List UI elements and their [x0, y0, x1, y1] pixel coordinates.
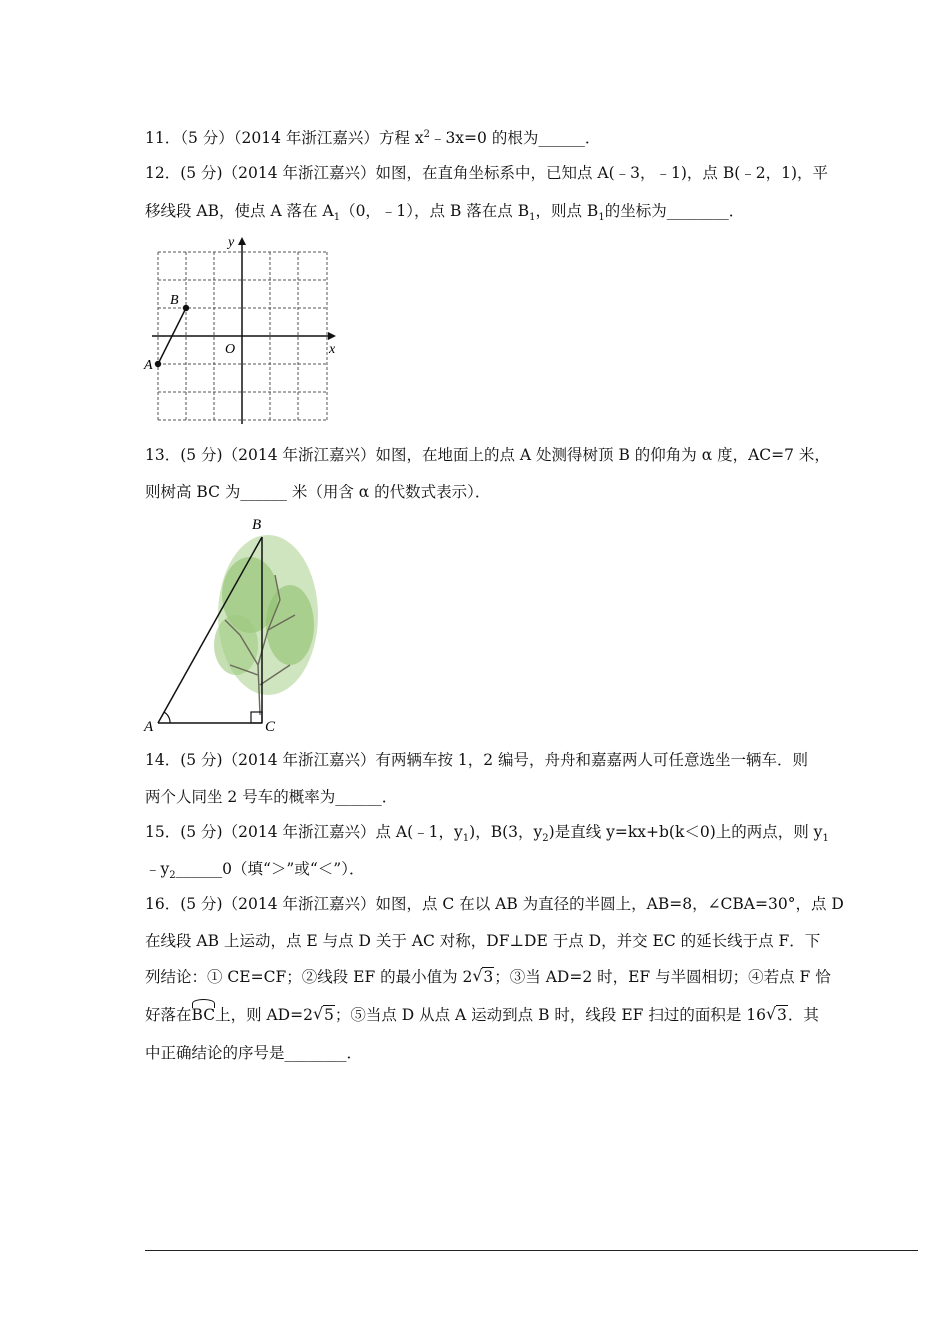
point-b-label: B: [170, 293, 179, 308]
point-a: [155, 361, 161, 367]
question-16-line1: 16．(5 分)（2014 年浙江嘉兴）如图，点 C 在以 AB 为直径的半圆上，AB=8，∠CBA=30°，点 D: [145, 895, 844, 913]
question-16-line2: 在线段 AB 上运动，点 E 与点 D 关于 AC 对称，DF⊥DE 于点 D，并交 EC 的延长线于点 F．下: [145, 932, 821, 950]
question-15-line2: $﹣y_2\_\_\_\_\_\_0$（填“＞”或“＜”）．: [145, 860, 365, 882]
vertex-b-label: B: [252, 517, 262, 533]
sqrt-5: √ 5: [313, 1005, 335, 1025]
tree-triangle-figure: [140, 515, 330, 737]
footer-rule: [145, 1250, 918, 1251]
question-14-line1: 14．(5 分)（2014 年浙江嘉兴）有两辆车按 1，2 编号，舟舟和嘉嘉两人可任意选坐一辆车．则: [145, 751, 809, 769]
vertex-a-label: A: [144, 719, 154, 735]
question-14-line2: 两个人同坐 2 号车的概率为______．: [145, 788, 398, 806]
tree-illustration: [214, 535, 318, 715]
question-16-line3: 列结论：① CE=CF；②线段 EF 的最小值为 2√ 3；③当 AD=2 时，EF 与半圆相切；④若点 F 恰: [145, 967, 810, 987]
question-15-line1: 15．(5 分)（2014 年浙江嘉兴）点 A(﹣1，$y_1$)，B(3，$y_2$)是直线 y=kx+b(k＜0)上的两点，则 $y_1$: [145, 823, 829, 845]
question-16-line4: 好落在BC上，则 AD=2√ 5；⑤当点 D 从点 A 运动到点 B 时，线段 EF 扫过的面积是 16√ 3．其: [145, 1005, 810, 1025]
question-11: 11．（5 分）（2014 年浙江嘉兴）方程 $x^2﹣3x=0$ 的根为______．: [145, 128, 601, 147]
question-13-line1: 13．(5 分)（2014 年浙江嘉兴）如图，在地面上的点 A 处测得树顶 B 的仰角为 α 度，AC=7 米，: [145, 446, 830, 464]
arc-bc: BC: [191, 1006, 216, 1024]
x-axis-label: x: [329, 342, 336, 357]
point-b: [183, 305, 189, 311]
question-16-line5: 中正确结论的序号是________．: [145, 1044, 363, 1062]
vertex-c-label: C: [265, 719, 276, 735]
sqrt-3: √ 3: [472, 967, 494, 987]
y-axis-label: y: [228, 235, 235, 250]
coordinate-grid-figure: [140, 232, 350, 427]
origin-label: O: [225, 342, 236, 357]
point-a-label: A: [144, 358, 153, 373]
sqrt-3-second: √ 3: [766, 1005, 788, 1025]
question-13-line2: 则树高 BC 为______ 米（用含 α 的代数式表示）．: [145, 483, 491, 501]
question-12-line2: 移线段 AB，使点 A 落在 $A_1(0$，﹣1），点 B 落在点 $B_1$，则点 $B_1$的坐标为________．: [145, 202, 745, 224]
question-12-line1: 12．(5 分)（2014 年浙江嘉兴）如图，在直角坐标系中，已知点 A(﹣3，﹣1)，点 B(﹣2，1)，平: [145, 164, 829, 182]
axes: [152, 237, 336, 424]
